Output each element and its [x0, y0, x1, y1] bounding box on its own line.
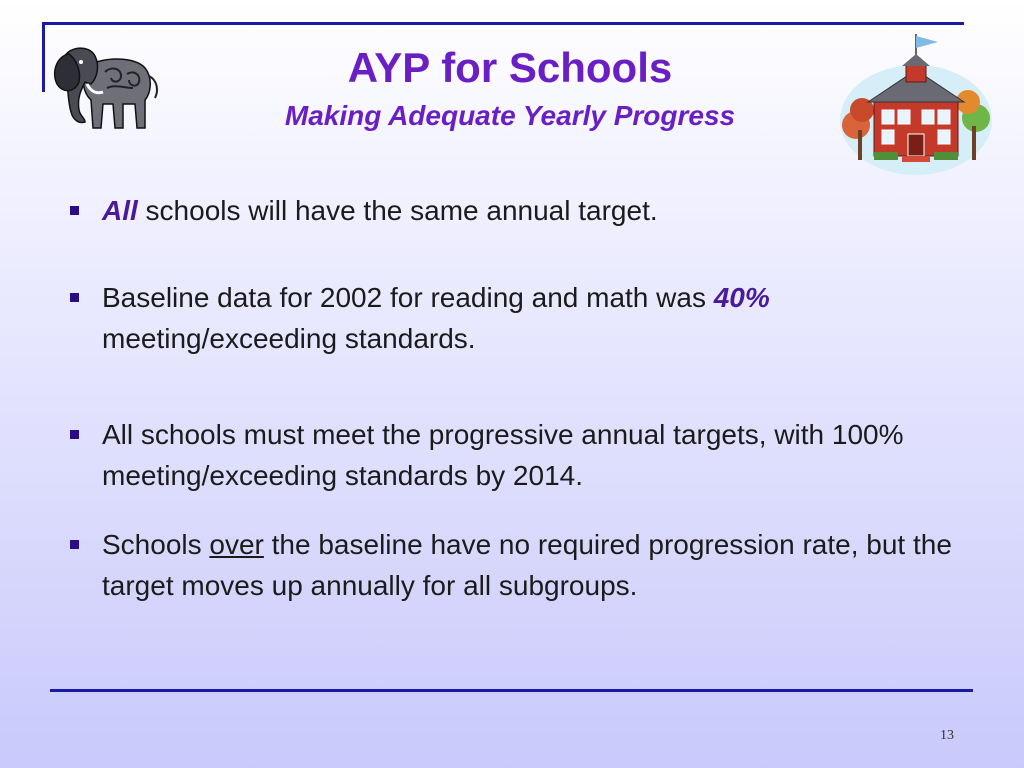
- bullet-square-icon: [70, 540, 79, 549]
- underlined-word: over: [209, 529, 264, 560]
- slide-title: AYP for Schools: [347, 44, 673, 91]
- bullet-text-after: meeting/exceeding standards.: [102, 323, 476, 354]
- page-number: 13: [940, 728, 954, 743]
- top-rule: [42, 22, 964, 25]
- bullet-text: schools will have the same annual target.: [137, 195, 658, 226]
- emphasis-all: All: [102, 195, 138, 226]
- bullet-item: [70, 414, 970, 496]
- bullet-item: [70, 190, 970, 231]
- bullet-item: [70, 277, 970, 359]
- schoolhouse-icon: [838, 30, 994, 175]
- bullet-text-after: the baseline have no required progression rate, but the target moves up annually for all subgroups.: [102, 529, 952, 601]
- bullet-text: Baseline data for 2002 for reading and math was: [102, 282, 714, 313]
- bullet-item: [70, 524, 970, 606]
- emphasis-percent: 40%: [713, 282, 770, 313]
- bottom-rule: [50, 689, 973, 692]
- elephant-icon: [45, 38, 170, 133]
- slide-subtitle: Making Adequate Yearly Progress: [284, 100, 736, 131]
- bullet-square-icon: [70, 206, 79, 215]
- bullet-text: All schools must meet the progressive annual targets, with 100% meeting/exceeding standards by 2014.: [102, 419, 904, 491]
- bullet-square-icon: [70, 430, 79, 439]
- bullet-list: [70, 190, 970, 606]
- bullet-text: Schools: [102, 529, 210, 560]
- bullet-square-icon: [70, 293, 79, 302]
